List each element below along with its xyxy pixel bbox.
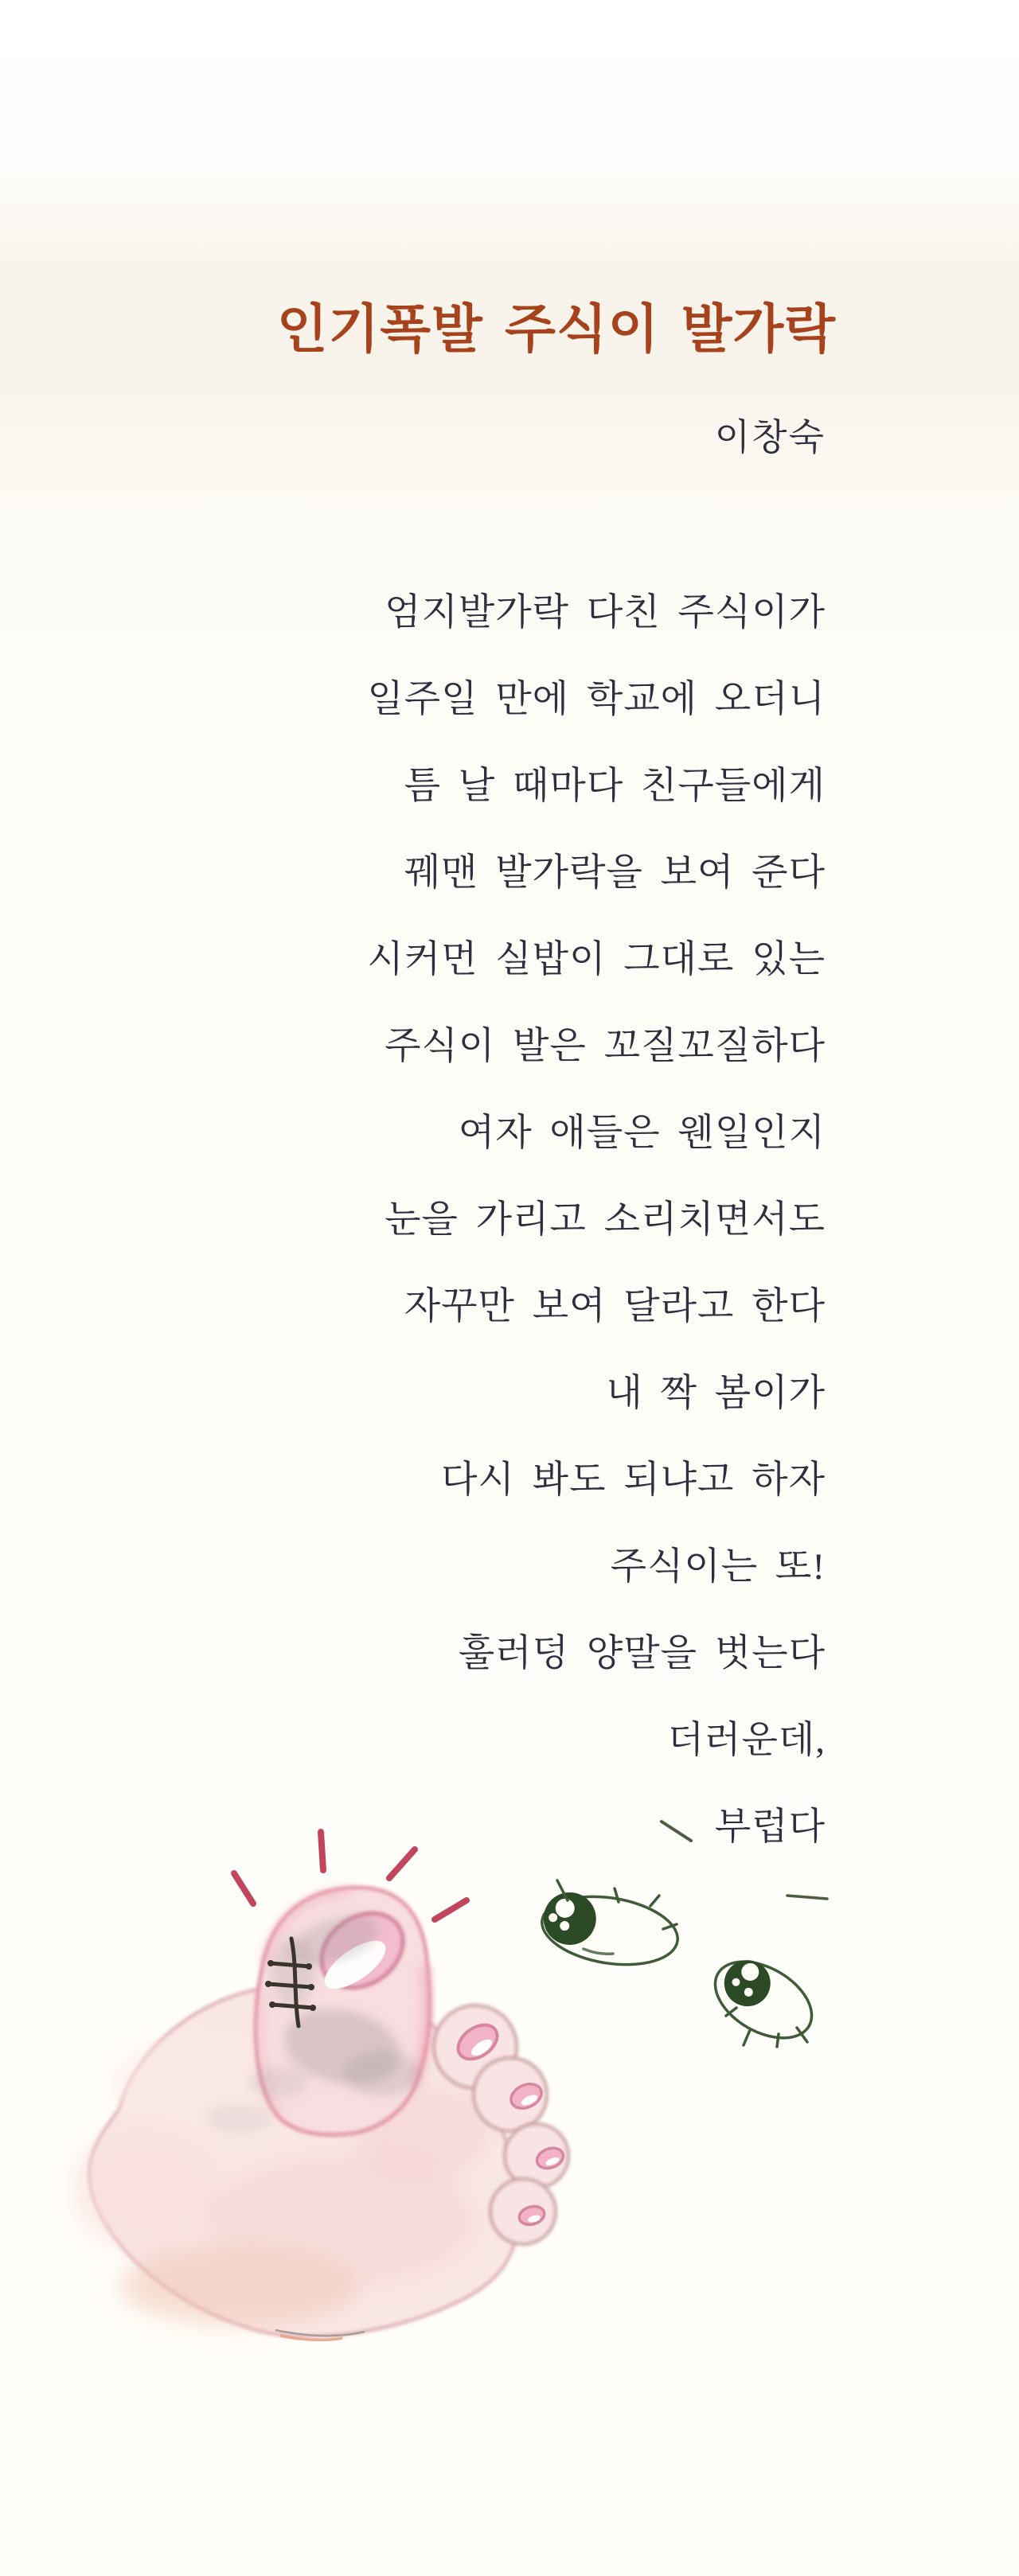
poem-line: 더러운데,: [667, 1720, 826, 1761]
poem-line: 주식이는 또!: [610, 1546, 826, 1588]
poem-line: 자꾸만 보여 달라고 한다: [404, 1286, 826, 1327]
googly-eye-left: [537, 1880, 683, 1974]
toe-5: [490, 2179, 556, 2244]
poem-line: 눈을 가리고 소리치면서도: [385, 1199, 826, 1241]
poem-line: 틈 날 때마다 친구들에게: [404, 766, 826, 807]
poem-line: 엄지발가락 다친 주식이가: [385, 592, 826, 633]
googly-eye-right: [702, 1946, 825, 2053]
poem-line: 내 짝 봄이가: [606, 1373, 826, 1414]
poem-line: 일주일 만에 학교에 오더니: [367, 679, 826, 720]
poem-line: 훌러덩 양말을 벗는다: [458, 1633, 826, 1674]
toe-4: [505, 2124, 568, 2188]
poem-line: 시커먼 실밥이 그대로 있는: [367, 939, 826, 980]
poem-line: 꿰맨 발가락을 보여 준다: [404, 852, 826, 894]
poem-line: 여자 애들은 웬일인지: [458, 1113, 826, 1154]
eye-dash-left: [662, 1822, 691, 1841]
eye-dash-right: [787, 1896, 827, 1899]
poem-line: 주식이 발은 꼬질꼬질하다: [385, 1026, 826, 1067]
poem-line: 부럽다: [714, 1806, 826, 1848]
poem-author: 이창숙: [714, 417, 826, 458]
poem-title: 인기폭발 주식이 발가락: [276, 299, 836, 358]
poem-line: 다시 봐도 되냐고 하자: [441, 1459, 826, 1501]
toe-3: [474, 2058, 547, 2131]
